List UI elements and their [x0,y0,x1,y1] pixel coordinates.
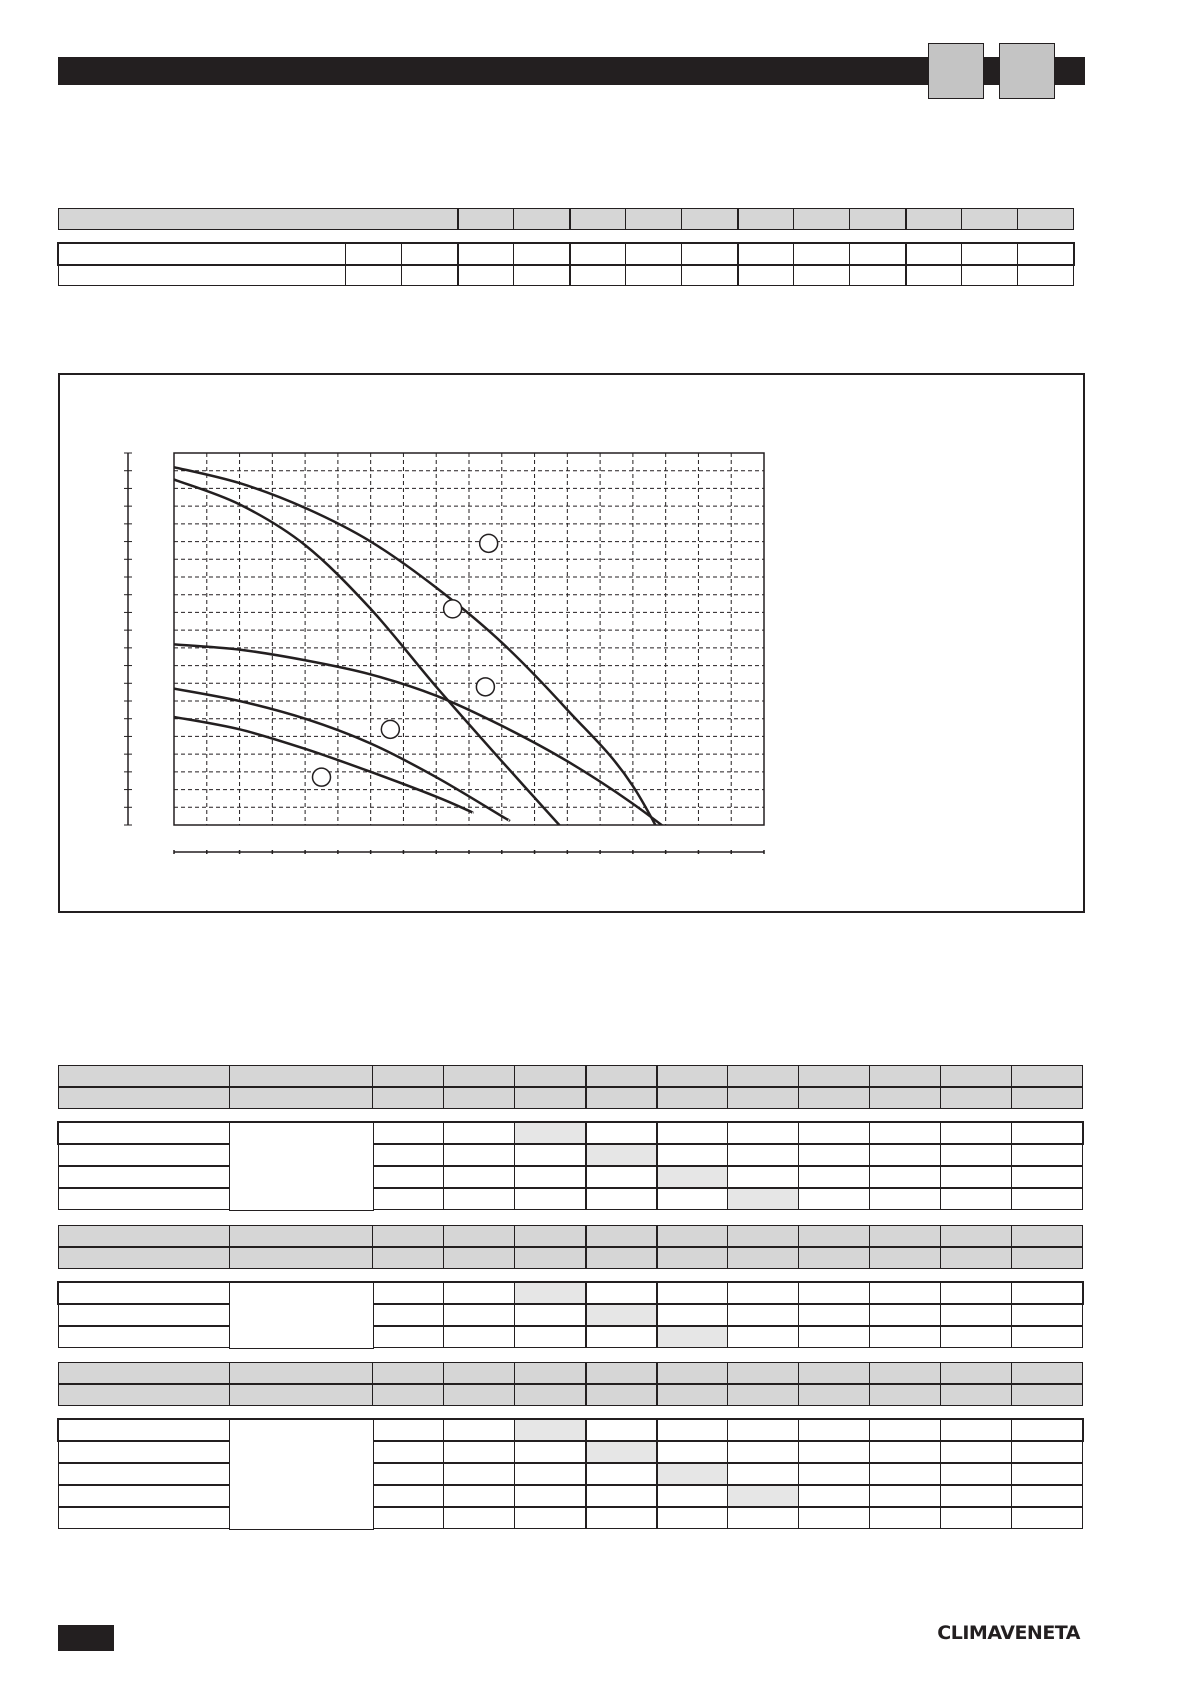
curve-marker-4 [381,720,399,738]
curve-marker-5 [313,768,331,786]
table-cell [58,1384,230,1406]
table-cell [443,1144,515,1166]
table-cell [1017,243,1074,265]
table-cell [1011,1419,1083,1441]
table-cell [585,1247,657,1269]
table-cell [737,208,794,230]
table-cell [372,1166,444,1188]
table-cell [58,1065,230,1087]
table-cell [58,1326,230,1348]
table-cell [727,1087,799,1109]
table-cell [443,1087,515,1109]
table-cell [656,1247,728,1269]
table-cell [727,1384,799,1406]
table-cell [585,1144,657,1166]
table-cell [940,1065,1012,1087]
table-cell [849,264,906,286]
table-cell [229,1384,373,1406]
top-table-row [58,243,1074,265]
table-cell [940,1485,1012,1507]
table-cell [585,1362,657,1384]
table-cell [727,1441,799,1463]
table-cell [656,1485,728,1507]
table-cell [1011,1463,1083,1485]
spec-table-subheader [58,1087,1083,1109]
table-cell [443,1485,515,1507]
table-cell [727,1304,799,1326]
spec-table-header [58,1362,1083,1384]
table-cell [443,1122,515,1144]
table-cell [372,1441,444,1463]
table-cell [514,1384,586,1406]
table-cell [372,1087,444,1109]
table-cell [1011,1326,1083,1348]
table-cell [1011,1507,1083,1529]
table-cell [656,1122,728,1144]
table-cell [514,1419,586,1441]
table-cell [869,1144,941,1166]
top-table-header [58,208,1074,230]
table-cell [656,1507,728,1529]
table-cell [58,1144,230,1166]
pump-curve-frame [58,373,1085,913]
table-cell [798,1087,870,1109]
table-cell [58,1188,230,1210]
table-cell [869,1087,941,1109]
table-cell [372,1463,444,1485]
table-cell [656,1463,728,1485]
table-cell [905,208,962,230]
table-cell [345,243,402,265]
table-cell [727,1507,799,1529]
table-cell [58,1087,230,1109]
table-cell [58,1362,230,1384]
table-cell [229,1087,373,1109]
merged-model-cell [229,1282,374,1349]
table-cell [656,1144,728,1166]
table-cell [940,1144,1012,1166]
table-cell [940,1188,1012,1210]
brand-logo: CLIMAVENETA [937,1622,1080,1644]
table-cell [737,243,794,265]
table-cell [798,1304,870,1326]
spec-table-row [58,1122,1083,1144]
table-cell [585,1463,657,1485]
table-cell [681,208,738,230]
section-tab-right [999,43,1055,99]
page-number-tab [58,1625,114,1651]
table-cell [681,264,738,286]
table-cell [727,1282,799,1304]
table-cell [372,1225,444,1247]
table-cell [58,1225,230,1247]
table-cell [1011,1304,1083,1326]
table-cell [1011,1441,1083,1463]
table-cell [58,264,346,286]
table-cell [569,243,626,265]
table-cell [58,1419,230,1441]
table-cell [625,243,682,265]
table-cell [656,1304,728,1326]
table-cell [443,1441,515,1463]
table-cell [58,1166,230,1188]
table-cell [1011,1122,1083,1144]
table-cell [798,1122,870,1144]
spec-table-row [58,1419,1083,1441]
table-cell [727,1485,799,1507]
table-cell [940,1419,1012,1441]
table-cell [585,1485,657,1507]
table-cell [443,1188,515,1210]
spec-table-row [58,1282,1083,1304]
table-cell [372,1247,444,1269]
table-cell [513,243,570,265]
table-cell [514,1065,586,1087]
table-cell [798,1384,870,1406]
table-cell [727,1225,799,1247]
table-cell [443,1304,515,1326]
table-cell [656,1188,728,1210]
table-cell [940,1225,1012,1247]
table-cell [1011,1225,1083,1247]
table-cell [1011,1362,1083,1384]
curve-marker-3 [476,678,494,696]
table-cell [798,1282,870,1304]
table-cell [940,1362,1012,1384]
spec-table-row [58,1166,1083,1188]
table-cell [869,1326,941,1348]
table-cell [1011,1144,1083,1166]
spec-table-subheader [58,1384,1083,1406]
table-cell [514,1282,586,1304]
table-cell [569,264,626,286]
table-cell [727,1144,799,1166]
table-cell [229,1065,373,1087]
spec-table-row [58,1441,1083,1463]
table-cell [443,1384,515,1406]
merged-model-cell [229,1122,374,1211]
table-cell [514,1188,586,1210]
table-cell [457,208,514,230]
table-cell [443,1326,515,1348]
table-cell [457,243,514,265]
table-cell [372,1384,444,1406]
table-cell [798,1065,870,1087]
table-cell [514,1166,586,1188]
table-cell [443,1507,515,1529]
table-cell [905,243,962,265]
table-cell [798,1419,870,1441]
table-cell [58,1441,230,1463]
table-cell [58,1122,230,1144]
table-cell [58,1247,230,1269]
table-cell [869,1247,941,1269]
table-cell [229,1362,373,1384]
spec-table-header [58,1065,1083,1087]
table-cell [798,1188,870,1210]
table-cell [656,1166,728,1188]
table-cell [869,1384,941,1406]
table-cell [443,1362,515,1384]
table-cell [514,1441,586,1463]
table-cell [58,1507,230,1529]
spec-table-row [58,1326,1083,1348]
table-cell [798,1362,870,1384]
table-cell [798,1441,870,1463]
table-cell [514,1507,586,1529]
table-cell [798,1247,870,1269]
table-cell [798,1485,870,1507]
table-cell [513,264,570,286]
table-cell [681,243,738,265]
spec-table-row [58,1485,1083,1507]
table-cell [961,243,1018,265]
table-cell [625,208,682,230]
table-cell [514,1326,586,1348]
table-cell [443,1282,515,1304]
table-cell [869,1188,941,1210]
table-cell [798,1144,870,1166]
table-cell [585,1065,657,1087]
table-cell [514,1225,586,1247]
table-cell [1011,1384,1083,1406]
table-cell [1011,1065,1083,1087]
table-cell [869,1485,941,1507]
spec-table-subheader [58,1247,1083,1269]
table-cell [727,1362,799,1384]
table-cell [443,1247,515,1269]
table-cell [514,1463,586,1485]
table-cell [229,1247,373,1269]
table-cell [940,1384,1012,1406]
table-cell [940,1463,1012,1485]
table-cell [940,1087,1012,1109]
table-cell [869,1225,941,1247]
table-cell [940,1282,1012,1304]
table-cell [514,1304,586,1326]
table-cell [585,1419,657,1441]
table-cell [569,208,626,230]
table-cell [58,1463,230,1485]
table-cell [869,1362,941,1384]
table-cell [514,1247,586,1269]
pump-curve-5 [174,717,473,813]
table-cell [737,264,794,286]
table-cell [727,1419,799,1441]
table-cell [58,1485,230,1507]
table-cell [372,1188,444,1210]
table-cell [229,1225,373,1247]
table-cell [656,1362,728,1384]
table-cell [849,243,906,265]
table-cell [940,1441,1012,1463]
table-cell [727,1065,799,1087]
table-cell [727,1166,799,1188]
table-cell [869,1122,941,1144]
table-cell [940,1507,1012,1529]
table-cell [372,1507,444,1529]
table-cell [869,1065,941,1087]
table-cell [940,1247,1012,1269]
table-cell [443,1225,515,1247]
table-cell [798,1463,870,1485]
spec-table-row [58,1144,1083,1166]
table-cell [514,1087,586,1109]
table-cell [514,1362,586,1384]
table-cell [585,1166,657,1188]
table-cell [513,208,570,230]
table-cell [940,1166,1012,1188]
curve-marker-1 [480,534,498,552]
table-cell [585,1507,657,1529]
table-cell [1017,208,1074,230]
spec-table-header [58,1225,1083,1247]
table-cell [869,1419,941,1441]
table-cell [401,243,458,265]
table-cell [372,1122,444,1144]
table-cell [58,208,458,230]
pump-curve-chart [60,375,1083,911]
table-cell [585,1304,657,1326]
table-cell [940,1304,1012,1326]
table-cell [656,1282,728,1304]
table-cell [58,1304,230,1326]
table-cell [656,1384,728,1406]
table-cell [585,1087,657,1109]
table-cell [625,264,682,286]
table-cell [443,1065,515,1087]
table-cell [585,1122,657,1144]
table-cell [401,264,458,286]
table-cell [585,1441,657,1463]
table-cell [940,1122,1012,1144]
table-cell [585,1326,657,1348]
section-tab-left [928,43,984,99]
table-cell [793,208,850,230]
table-cell [1011,1166,1083,1188]
table-cell [372,1362,444,1384]
spec-table-row [58,1507,1083,1529]
table-cell [727,1326,799,1348]
table-cell [58,243,346,265]
spec-table-row [58,1463,1083,1485]
table-cell [585,1282,657,1304]
table-cell [869,1282,941,1304]
table-cell [443,1166,515,1188]
table-cell [961,208,1018,230]
table-cell [372,1304,444,1326]
table-cell [443,1419,515,1441]
table-cell [869,1463,941,1485]
table-cell [514,1122,586,1144]
table-cell [372,1065,444,1087]
merged-model-cell [229,1419,374,1530]
table-cell [727,1188,799,1210]
table-cell [869,1166,941,1188]
spec-table-row [58,1304,1083,1326]
table-cell [514,1485,586,1507]
table-cell [1011,1087,1083,1109]
table-cell [798,1225,870,1247]
table-cell [849,208,906,230]
table-cell [905,264,962,286]
table-cell [585,1225,657,1247]
table-cell [372,1282,444,1304]
table-cell [940,1326,1012,1348]
table-cell [1011,1485,1083,1507]
curve-marker-2 [444,600,462,618]
spec-table-row [58,1188,1083,1210]
table-cell [1011,1188,1083,1210]
table-cell [58,1282,230,1304]
table-cell [869,1304,941,1326]
table-cell [345,264,402,286]
table-cell [372,1144,444,1166]
table-cell [372,1485,444,1507]
top-table-row [58,264,1074,286]
table-cell [727,1247,799,1269]
table-cell [798,1166,870,1188]
table-cell [869,1441,941,1463]
table-cell [656,1419,728,1441]
table-cell [961,264,1018,286]
table-cell [457,264,514,286]
table-cell [656,1326,728,1348]
table-cell [793,243,850,265]
table-cell [656,1065,728,1087]
table-cell [1017,264,1074,286]
table-cell [443,1463,515,1485]
table-cell [656,1225,728,1247]
table-cell [372,1326,444,1348]
table-cell [514,1144,586,1166]
table-cell [372,1419,444,1441]
table-cell [656,1087,728,1109]
table-cell [1011,1247,1083,1269]
table-cell [1011,1282,1083,1304]
table-cell [727,1463,799,1485]
table-cell [798,1326,870,1348]
table-cell [798,1507,870,1529]
table-cell [869,1507,941,1529]
table-cell [656,1441,728,1463]
table-cell [585,1188,657,1210]
table-cell [727,1122,799,1144]
table-cell [585,1384,657,1406]
table-cell [793,264,850,286]
